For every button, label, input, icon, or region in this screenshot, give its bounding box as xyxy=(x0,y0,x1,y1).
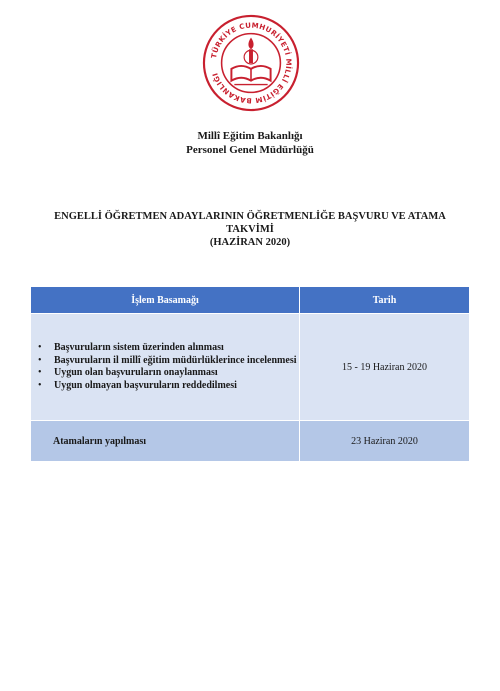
directorate-name: Personel Genel Müdürlüğü xyxy=(186,144,314,156)
ministry-seal-logo xyxy=(202,14,300,112)
title-line-2: TAKVİMİ xyxy=(226,224,274,235)
date-cell: 15 - 19 Haziran 2020 xyxy=(300,314,470,421)
table-row xyxy=(31,421,470,462)
list-item: • Başvuruların sistem üzerinden alınması xyxy=(54,342,298,355)
ministry-name: Millî Eğitim Bakanlığı xyxy=(197,130,303,142)
step-cell: Atamaların yapılması xyxy=(31,421,300,462)
document-title xyxy=(30,210,470,249)
schedule-table xyxy=(30,286,470,462)
title-line-3: (HAZİRAN 2020) xyxy=(209,237,291,248)
step-list xyxy=(32,342,298,392)
date-cell: 23 Haziran 2020 xyxy=(300,421,470,462)
table-row xyxy=(31,314,470,421)
header-step: İşlem Basamağı xyxy=(31,287,300,314)
list-item: • Uygun olmayan başvuruların reddedilmesi xyxy=(54,380,298,393)
title-line-1: ENGELLİ ÖĞRETMEN ADAYLARININ ÖĞRETMENLİĞE BAŞVURU VE ATAMA xyxy=(54,211,446,222)
table-header-row xyxy=(31,287,470,314)
ministry-heading xyxy=(0,129,500,157)
step-cell xyxy=(31,314,300,421)
seal-ring-text: TÜRKİYE CUMHURİYETİ MİLLÎ EĞİTİM BAKANLIĞI xyxy=(209,20,294,106)
list-item: • Uygun olan başvuruların onaylanması xyxy=(54,367,298,380)
list-item: • Başvuruların il millî eğitim müdürlüklerince incelenmesi xyxy=(54,355,298,368)
header-date: Tarih xyxy=(300,287,470,314)
